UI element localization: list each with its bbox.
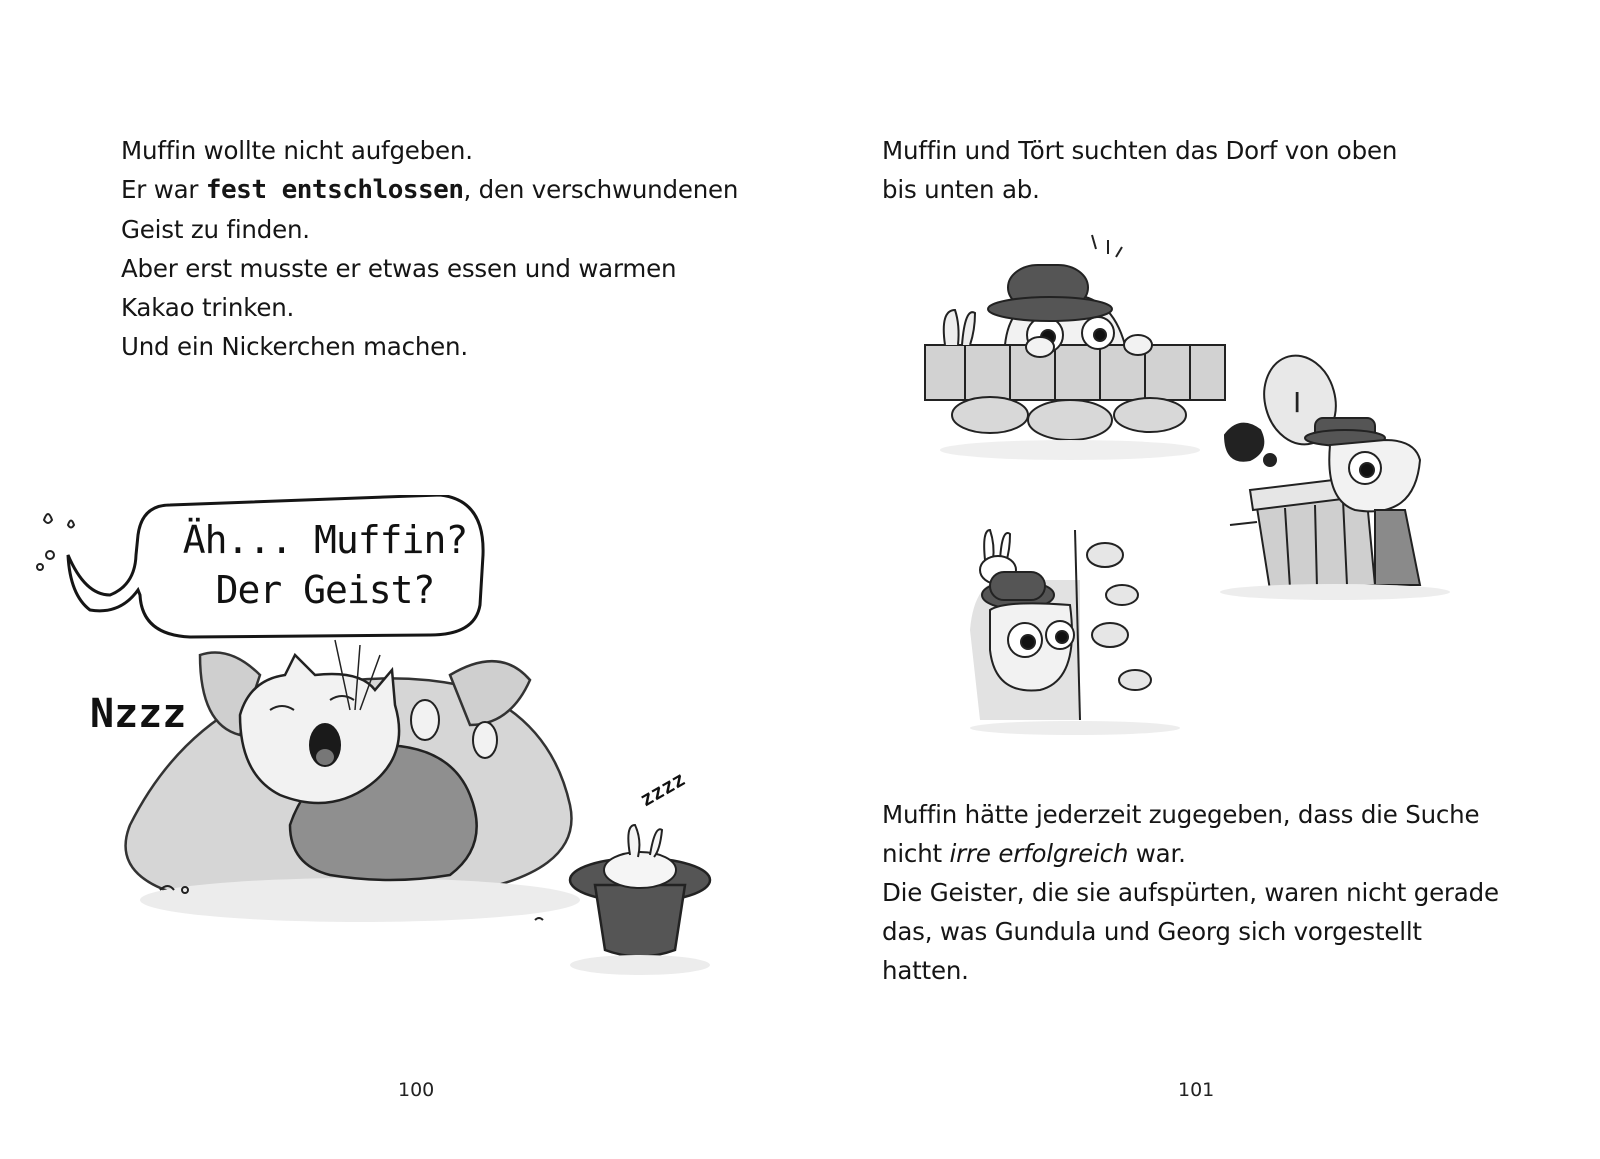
svg-text:Nzzz: Nzzz [90, 691, 187, 737]
cat-over-wall-illustration [920, 225, 1230, 465]
speech-bubble-text [180, 515, 470, 615]
text-line: das, was Gundula und Georg sich vorgestellt [882, 917, 1422, 946]
cat-at-bin-drawing [1215, 350, 1460, 605]
page-number: 100 [398, 1079, 435, 1101]
text-line: Geist zu finden. [121, 215, 310, 244]
text-line: Kakao trinken. [121, 293, 295, 322]
cat-at-bin-illustration [1215, 350, 1460, 605]
page-number: 101 [1178, 1079, 1215, 1101]
right-paragraph-bottom [882, 795, 1499, 990]
text-line [121, 170, 738, 210]
snore-right-icon [636, 766, 690, 811]
text-line: Aber erst musste er etwas essen und warmen [121, 254, 677, 283]
snore-left-icon [90, 691, 186, 737]
right-page [800, 0, 1600, 1159]
emphasis-text: irre erfolgreich [949, 839, 1129, 868]
text-line: Muffin wollte nicht aufgeben. [121, 136, 473, 165]
bin-lid-letter: I [1293, 386, 1302, 419]
svg-text:zzzz: zzzz [635, 766, 690, 812]
text-line: hatten. [882, 956, 969, 985]
sleeping-cat-illustration [30, 495, 730, 975]
text-span: Er war [121, 175, 206, 204]
speech-line: Äh... Muffin? [182, 518, 468, 562]
emphasis-text: fest entschlossen [205, 175, 464, 205]
right-paragraph-top [882, 131, 1397, 209]
cat-behind-wall-drawing [960, 510, 1190, 740]
text-line: Muffin hätte jederzeit zugegeben, dass die Suche [882, 800, 1480, 829]
left-paragraph [121, 131, 738, 366]
text-line: bis unten ab. [882, 175, 1040, 204]
text-span: , den verschwundenen [463, 175, 739, 204]
text-line: Und ein Nickerchen machen. [121, 332, 468, 361]
speech-line: Der Geist? [215, 568, 435, 612]
text-span: war. [1128, 839, 1186, 868]
text-line: Die Geister, die sie aufspürten, waren nicht gerade [882, 878, 1499, 907]
cat-over-wall-drawing [920, 225, 1230, 465]
cat-behind-wall-illustration [960, 510, 1190, 740]
text-line: Muffin und Tört suchten das Dorf von oben [882, 136, 1398, 165]
text-line [882, 834, 1499, 873]
top-hat-with-bunny-icon [570, 825, 710, 975]
text-span: nicht [882, 839, 950, 868]
